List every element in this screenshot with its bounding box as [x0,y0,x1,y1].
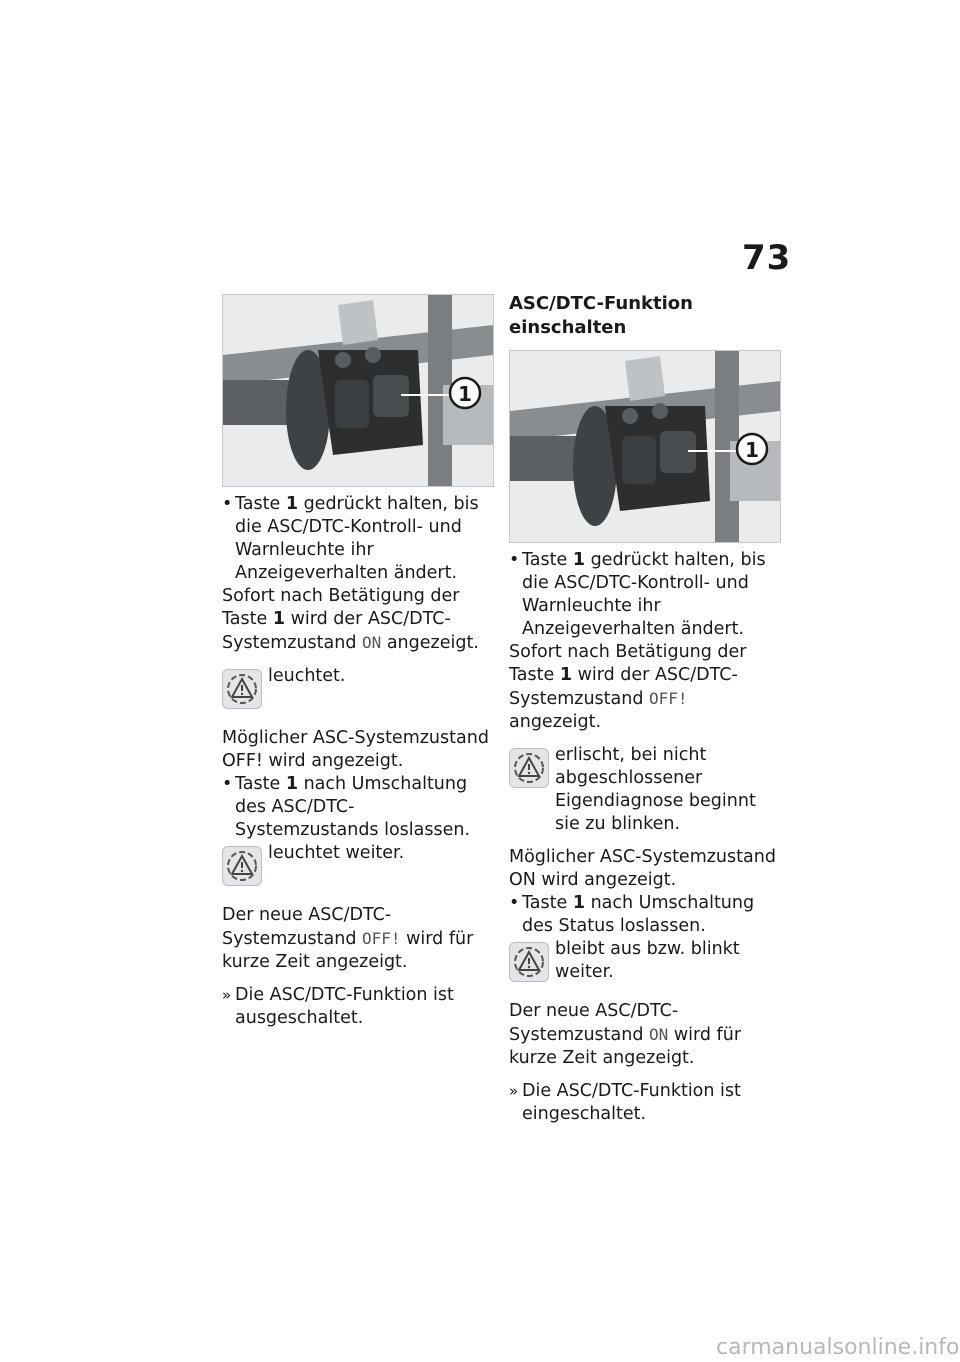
after-step-1: Sofort nach Betätigung der Taste 1 wird der ASC/DTC-Systemzustand ON angezeigt. [222,586,479,653]
warning-light-row-2: leuchtet weiter. [222,842,497,894]
callout-label: 1 [745,438,759,462]
warning-triangle-icon [509,748,549,788]
right-column [509,292,784,1126]
warning-light-row-2: bleibt aus bzw. blinkt weiter. [509,938,784,990]
warning-triangle-icon [222,669,262,709]
after-step-1: Sofort nach Betätigung der Taste 1 wird der ASC/DTC-Systemzustand OFF! angezeigt. [509,642,747,732]
warning-triangle-icon [509,942,549,982]
warning-light-row-1: leuchtet. [222,665,497,717]
page-number: 73 [742,238,792,278]
step-1: • Taste 1 gedrückt halten, bis die ASC/DTC-Kontroll- und Warnleuchte ihr Anzeigeverhalten ändert. [509,549,784,641]
warning-light-row-1: erlischt, bei nicht abgeschlossener Eigendiagnose beginnt sie zu blinken. [509,744,784,836]
result: » Die ASC/DTC-Funktion ist ausgeschaltet. [222,984,497,1030]
callout-label: 1 [458,382,472,406]
step-2: • Taste 1 nach Umschaltung des ASC/DTC-Systemzustands loslassen. [222,773,497,842]
new-state: Der neue ASC/DTC-Systemzustand ON wird für kurze Zeit angezeigt. [509,1001,742,1068]
section-heading: ASC/DTC-Funktion einschalten [509,293,693,338]
new-state: Der neue ASC/DTC-Systemzustand OFF! wird für kurze Zeit angezeigt. [222,905,474,972]
left-column [222,294,497,1030]
footer-watermark: carmanualsonline.info [716,1335,960,1360]
handlebar-switch-photo [222,294,494,487]
possible-state: Möglicher ASC-Systemzustand ON wird angezeigt. [509,847,776,890]
possible-state: Möglicher ASC-Systemzustand OFF! wird angezeigt. [222,728,489,771]
result: » Die ASC/DTC-Funktion ist eingeschaltet. [509,1080,784,1126]
step-1: • Taste 1 gedrückt halten, bis die ASC/DTC-Kontroll- und Warnleuchte ihr Anzeigeverhalten ändert. [222,493,497,585]
handlebar-switch-photo [509,350,781,543]
step-2: • Taste 1 nach Umschaltung des Status loslassen. [509,892,784,938]
warning-triangle-icon [222,846,262,886]
